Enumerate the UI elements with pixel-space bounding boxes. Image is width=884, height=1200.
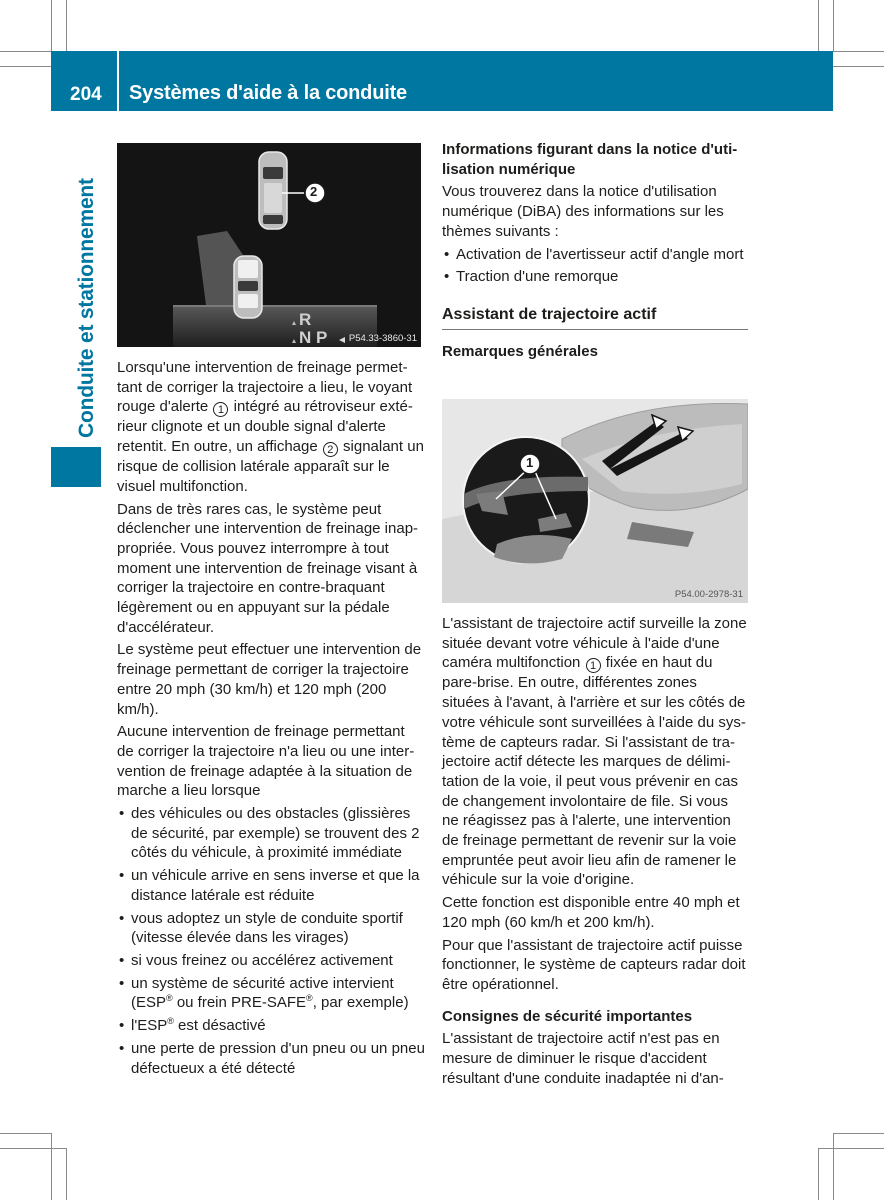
heading-general: Remarques générales <box>442 342 598 360</box>
display-illustration <box>117 143 421 347</box>
figure-ref-code: P54.33-3860-31 <box>348 333 417 344</box>
callout-1: 1 <box>213 402 228 417</box>
page-number: 204 <box>70 84 102 105</box>
paragraph: Lorsqu'une intervention de freinage permettant de corriger la trajectoire a lieu, le voyant rouge d'alerte 1 intégré au rétroviseur extérieur clignote et un double signal d'alerte retentit. En outre, un affichage 2 signalant un risque de collision latérale apparaît sur le visuel multifonction. <box>117 359 424 495</box>
callout-number: 2 <box>310 184 318 199</box>
list-item: • un véhicule arrive en sens inverse et que la distance latérale est réduite <box>117 866 425 905</box>
crop-mark <box>51 1133 52 1200</box>
callout-1: 1 <box>586 658 601 673</box>
side-tab-label: Conduite et stationnement <box>75 178 98 438</box>
page-header <box>51 51 833 111</box>
paragraph: Vous trouverez dans la notice d'utilisation numérique (DiBA) des informations sur les thèmes suivants : <box>442 183 724 240</box>
paragraph: Dans de très rares cas, le système peut déclencher une intervention de freinage inappropriée. Vous pouvez interrompre à tout moment une intervention de freinage visant à corriger la trajectoire en contre-braquant légèrement ou en appuyant sur la pédale d'accélérateur. <box>117 500 419 636</box>
paragraph: Aucune intervention de freinage permettant de corriger la trajectoire n'a lieu ou une intervention de freinage adaptée à la situation de marche a lieu lorsque <box>117 723 415 800</box>
crop-mark <box>833 66 884 67</box>
crop-mark <box>0 66 51 67</box>
callout-number: 1 <box>526 455 534 470</box>
status-bar <box>173 305 377 347</box>
paragraph: L'assistant de trajectoire actif surveille la zone située devant votre véhicule à l'aide d'une caméra multifonction 1 fixée en haut du pare-brise. En outre, différentes zones situées à l'avant, à l'arrière et sur les côtés de votre véhicule sont surveillées à l'aide du système de capteurs radar. Si l'assistant de trajectoire actif détecte les marques de délimitation de la voie, il peut vous prévenir en cas de changement involontaire de file. Si vous ne réagissez pas à l'alerte, une intervention de freinage permettant de revenir sur la voie empruntée peut avoir lieu afin de ramener le véhicule sur la voie d'origine. <box>442 615 747 889</box>
paragraph: Cette fonction est disponible entre 40 mph et 120 mph (60 km/h et 200 km/h). <box>442 894 740 931</box>
list-item: • Traction d'une remorque <box>442 267 748 287</box>
paragraph: Le système peut effectuer une intervention de freinage permettant de corriger la trajectoire entre 20 mph (30 km/h) et 120 mph (200 km/h). <box>117 641 422 718</box>
crop-mark <box>0 1133 51 1134</box>
paragraph: L'assistant de trajectoire actif n'est pas en mesure de diminuer le risque d'accident résultant d'une conduite inadaptée ni d'an- <box>442 1030 724 1087</box>
figure-multifunction-display <box>117 143 421 347</box>
list-item: • un système de sécurité active intervient (ESP® ou frein PRE-SAFE®, par exemple) <box>117 974 425 1013</box>
side-tab-marker <box>51 447 101 487</box>
crop-mark <box>818 1148 884 1149</box>
crop-mark <box>833 0 834 51</box>
list-item: • une perte de pression d'un pneu ou un pneu défectueux a été détecté <box>117 1039 425 1078</box>
crop-mark <box>0 1148 66 1149</box>
crop-mark <box>51 0 52 51</box>
left-column <box>117 358 425 1081</box>
list-item: • si vous freinez ou accélérez activement <box>117 951 425 971</box>
car-icon-own <box>234 256 262 318</box>
right-column-top <box>442 140 748 365</box>
figure-windshield-camera <box>442 399 748 603</box>
car-icon-adjacent <box>259 152 287 229</box>
info-list <box>442 245 748 287</box>
figure-ref-code: P54.00-2978-31 <box>674 589 743 600</box>
list-item: • des véhicules ou des obstacles (glissières de sécurité, par exemple) se trouvent des 2 côtés du véhicule, à proximité immédiate <box>117 804 425 863</box>
chapter-title: Systèmes d'aide à la conduite <box>129 82 407 104</box>
list-item: • l'ESP® est désactivé <box>117 1016 425 1036</box>
paragraph: Pour que l'assistant de trajectoire actif puisse fonctionner, le système de capteurs radar doit être opérationnel. <box>442 936 746 993</box>
camera-illustration <box>442 399 748 603</box>
callout-2: 2 <box>323 442 338 457</box>
crop-mark <box>66 0 67 51</box>
crop-mark <box>833 51 884 52</box>
section-heading: Assistant de trajectoire actif <box>442 305 748 330</box>
right-column-bottom <box>442 614 748 1091</box>
heading-safety: Consignes de sécurité importantes <box>442 1007 693 1025</box>
heading-info: Informations figurant dans la notice d'utilisation numérique <box>442 141 738 178</box>
list-item: • vous adoptez un style de conduite sportif (vitesse élevée dans les virages) <box>117 909 425 948</box>
crop-mark <box>0 51 51 52</box>
header-divider <box>117 51 119 111</box>
crop-mark <box>818 0 819 51</box>
list-item: • Activation de l'avertisseur actif d'angle mort <box>442 245 748 265</box>
crop-mark <box>818 1148 819 1200</box>
crop-mark <box>833 1133 884 1134</box>
conditions-list <box>117 804 425 1078</box>
gear-r: R <box>299 310 312 329</box>
crop-mark <box>833 1133 834 1200</box>
gear-np: N P <box>299 328 328 347</box>
crop-mark <box>66 1148 67 1200</box>
